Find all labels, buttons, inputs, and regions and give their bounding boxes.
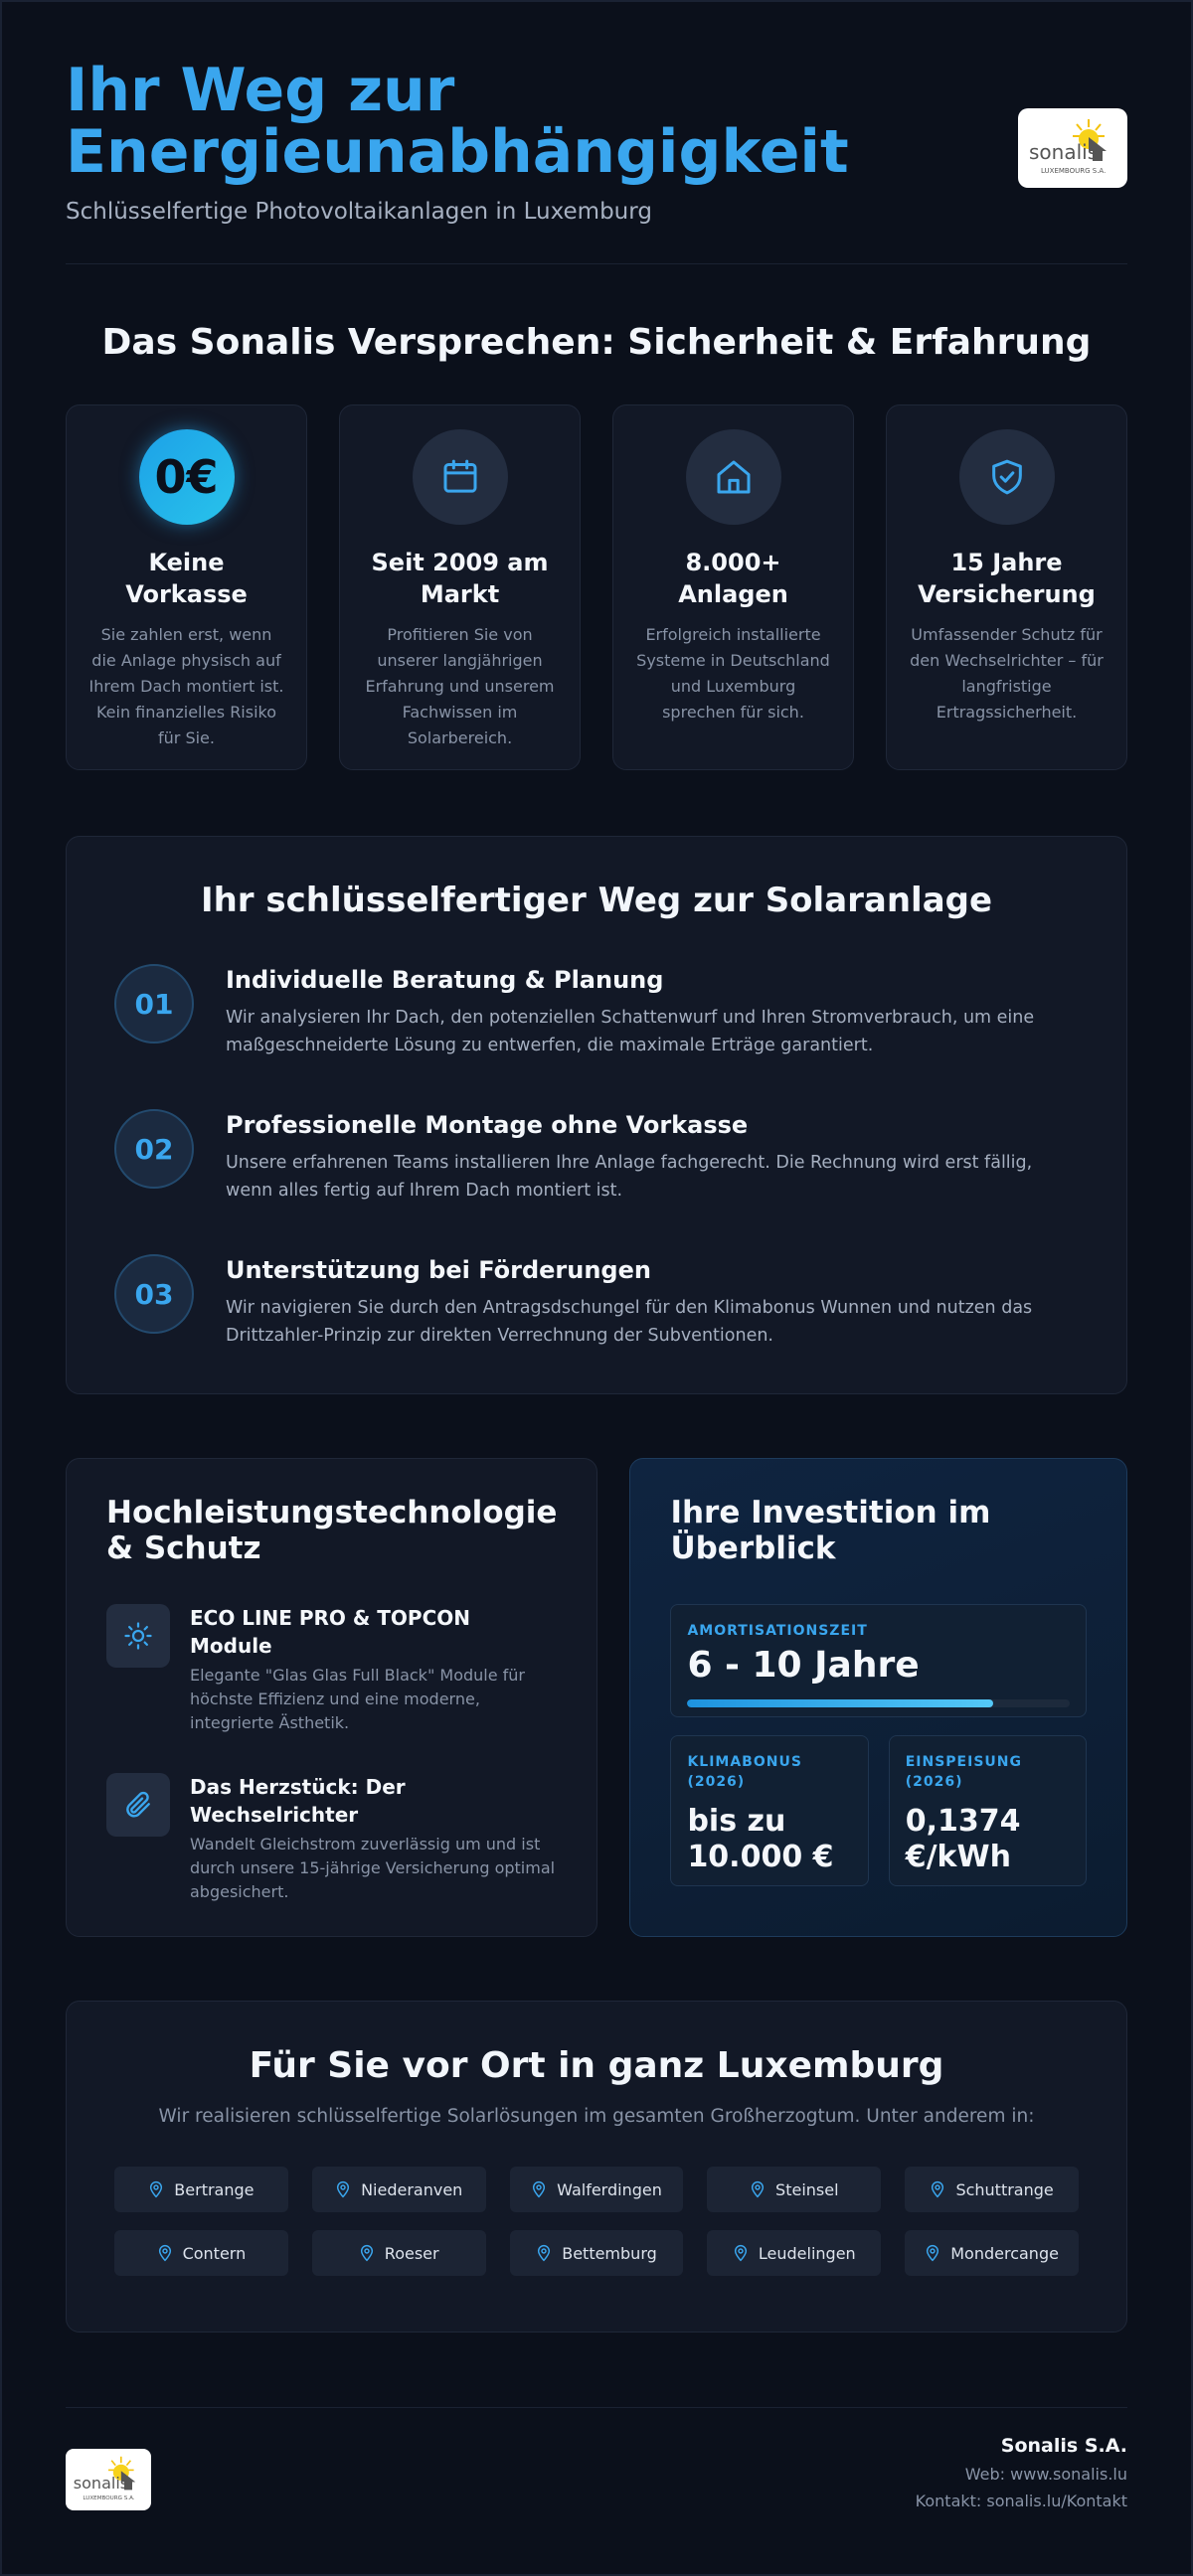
calendar-icon xyxy=(413,429,508,525)
title-line-2: Energieunabhängigkeit xyxy=(66,117,849,187)
svg-text:LUXEMBOURG S.A.: LUXEMBOURG S.A. xyxy=(83,2496,135,2501)
card-title: 8.000+ Anlagen xyxy=(678,549,788,608)
location-name: Bettemburg xyxy=(562,2243,657,2263)
location-name: Contern xyxy=(182,2243,247,2263)
header xyxy=(66,2,1127,264)
locations-lead: Wir realisieren schlüsselfertige Solarlösungen im gesamten Großherzogtum. Unter anderem in: xyxy=(158,2106,1035,2127)
payback-progress-bar xyxy=(687,1699,1070,1707)
house-icon xyxy=(686,429,781,525)
location-name: Schuttrange xyxy=(955,2179,1054,2199)
promise-card-insurance xyxy=(886,404,1127,770)
promise-card-since-2009 xyxy=(339,404,581,770)
step-title: Professionelle Montage ohne Vorkasse xyxy=(226,1111,749,1139)
location-chip xyxy=(312,2167,486,2212)
invest-panel xyxy=(629,1458,1127,1937)
location-chip xyxy=(707,2230,881,2276)
card-text: Profitieren Sie von unserer langjährigen Erfahrung und unserem Fachwissen im Solarbereich. xyxy=(365,625,555,747)
tech-feature xyxy=(106,1604,557,1735)
card-text: Sie zahlen erst, wenn die Anlage physisch auf Ihrem Dach montiert ist. Kein finanzielles Risiko für Sie. xyxy=(88,625,284,747)
footer-company: Sonalis S.A. xyxy=(1000,2435,1127,2457)
steps-section xyxy=(66,836,1127,1394)
tech-panel xyxy=(66,1458,597,1937)
klimabonus-box xyxy=(670,1735,868,1886)
map-pin-icon xyxy=(925,2244,940,2262)
payback-box xyxy=(670,1604,1087,1717)
invest-title: Ihre Investition im Überblick xyxy=(670,1495,991,1566)
location-name: Mondercange xyxy=(950,2243,1059,2263)
promise-section xyxy=(66,264,1127,770)
step-title: Individuelle Beratung & Planung xyxy=(226,966,664,994)
title-line-1: Ihr Weg zur xyxy=(66,56,455,125)
step-title: Unterstützung bei Förderungen xyxy=(226,1256,651,1284)
step-item xyxy=(114,964,1079,1059)
location-chips xyxy=(114,2167,1079,2276)
payback-progress-fill xyxy=(687,1699,993,1707)
card-text: Erfolgreich installierte Systeme in Deutschland und Luxemburg sprechen für sich. xyxy=(636,625,830,722)
shield-check-icon xyxy=(959,429,1055,525)
step-number: 01 xyxy=(114,964,194,1044)
location-chip xyxy=(510,2230,684,2276)
tech-invest-row xyxy=(66,1458,1127,1937)
card-text: Umfassender Schutz für den Wechselrichter – für langfristige Ertragssicherheit. xyxy=(910,625,1104,722)
location-chip xyxy=(510,2167,684,2212)
page-title xyxy=(66,56,1127,187)
location-chip xyxy=(707,2167,881,2212)
klimabonus-value: bis zu 10.000 € xyxy=(687,1804,834,1874)
map-pin-icon xyxy=(531,2180,547,2198)
footer-contact-link[interactable]: Kontakt: sonalis.lu/Kontakt xyxy=(915,2492,1127,2510)
location-name: Steinsel xyxy=(775,2179,839,2199)
feed-in-label: EINSPEISUNG (2026) xyxy=(905,1754,1022,1790)
map-pin-icon xyxy=(359,2244,375,2262)
location-chip xyxy=(114,2230,288,2276)
location-name: Niederanven xyxy=(361,2179,463,2199)
klimabonus-label: KLIMABONUS (2026) xyxy=(687,1754,802,1790)
paperclip-icon xyxy=(106,1773,170,1837)
map-pin-icon xyxy=(930,2180,945,2198)
sonalis-logo-icon xyxy=(69,2452,148,2507)
location-name: Walferdingen xyxy=(557,2179,662,2199)
sonalis-logo-icon xyxy=(1023,113,1122,183)
step-text: Unsere erfahrenen Teams installieren Ihre Anlage fachgerecht. Die Rechnung wird erst fällig, wenn alles fertig auf Ihrem Dach montiert ist. xyxy=(226,1153,1033,1201)
location-name: Leudelingen xyxy=(758,2243,856,2263)
promise-card-installations xyxy=(612,404,854,770)
locations-section xyxy=(66,2001,1127,2333)
promise-card-no-prepayment xyxy=(66,404,307,770)
footer-web-link[interactable]: Web: www.sonalis.lu xyxy=(964,2465,1127,2484)
feature-title: ECO LINE PRO & TOPCON Module xyxy=(190,1606,471,1658)
step-number: 03 xyxy=(114,1254,194,1334)
feed-in-box xyxy=(889,1735,1087,1886)
feed-in-value: 0,1374 €/kWh xyxy=(905,1804,1021,1874)
footer-logo xyxy=(66,2449,151,2510)
feature-title: Das Herzstück: Der Wechselrichter xyxy=(190,1775,406,1827)
step-item xyxy=(114,1109,1079,1205)
location-name: Roeser xyxy=(384,2243,439,2263)
map-pin-icon xyxy=(148,2180,164,2198)
map-pin-icon xyxy=(335,2180,351,2198)
promise-title: Das Sonalis Versprechen: Sicherheit & Erfahrung xyxy=(101,322,1092,363)
payback-label: AMORTISATIONSZEIT xyxy=(687,1623,868,1639)
card-title: 15 Jahre Versicherung xyxy=(918,549,1096,608)
location-chip xyxy=(905,2167,1079,2212)
svg-text:sonalis: sonalis xyxy=(73,2473,129,2493)
location-chip xyxy=(312,2230,486,2276)
payback-value: 6 - 10 Jahre xyxy=(687,1645,920,1686)
tech-title: Hochleistungstechnologie & Schutz xyxy=(106,1495,558,1566)
svg-text:LUXEMBOURG S.A.: LUXEMBOURG S.A. xyxy=(1041,167,1107,175)
location-chip xyxy=(114,2167,288,2212)
page-subtitle: Schlüsselfertige Photovoltaikanlagen in Luxemburg xyxy=(66,199,652,225)
svg-text:sonalis: sonalis xyxy=(1029,140,1099,164)
step-number: 02 xyxy=(114,1109,194,1189)
sun-icon xyxy=(106,1604,170,1668)
tech-feature xyxy=(106,1773,557,1904)
feature-text: Wandelt Gleichstrom zuverlässig um und ist durch unsere 15-jährige Versicherung optimal abgesichert. xyxy=(190,1835,556,1901)
location-chip xyxy=(905,2230,1079,2276)
zero-euro-badge: 0€ xyxy=(139,429,235,525)
map-pin-icon xyxy=(750,2180,766,2198)
sonalis-logo xyxy=(1018,108,1127,188)
steps-title: Ihr schlüsselfertiger Weg zur Solaranlage xyxy=(200,881,993,920)
step-text: Wir analysieren Ihr Dach, den potenziellen Schattenwurf und Ihren Stromverbrauch, um eine maßgeschneiderte Lösung zu entwerfen, die maximale Erträge garantiert. xyxy=(226,1008,1035,1055)
feature-text: Elegante "Glas Glas Full Black" Module für höchste Effizienz und eine moderne, integrierte Ästhetik. xyxy=(190,1666,525,1732)
step-item xyxy=(114,1254,1079,1350)
card-title: Keine Vorkasse xyxy=(125,549,248,608)
map-pin-icon xyxy=(157,2244,173,2262)
locations-title: Für Sie vor Ort in ganz Luxemburg xyxy=(249,2045,944,2086)
card-title: Seit 2009 am Markt xyxy=(371,549,549,608)
promise-cards xyxy=(66,404,1127,770)
map-pin-icon xyxy=(733,2244,749,2262)
step-text: Wir navigieren Sie durch den Antragsdschungel für den Klimabonus Wunnen und nutzen das Drittzahler-Prinzip zur direkten Verrechnung der Subventionen. xyxy=(226,1298,1033,1346)
location-name: Bertrange xyxy=(174,2179,255,2199)
map-pin-icon xyxy=(536,2244,552,2262)
footer xyxy=(66,2407,1127,2518)
